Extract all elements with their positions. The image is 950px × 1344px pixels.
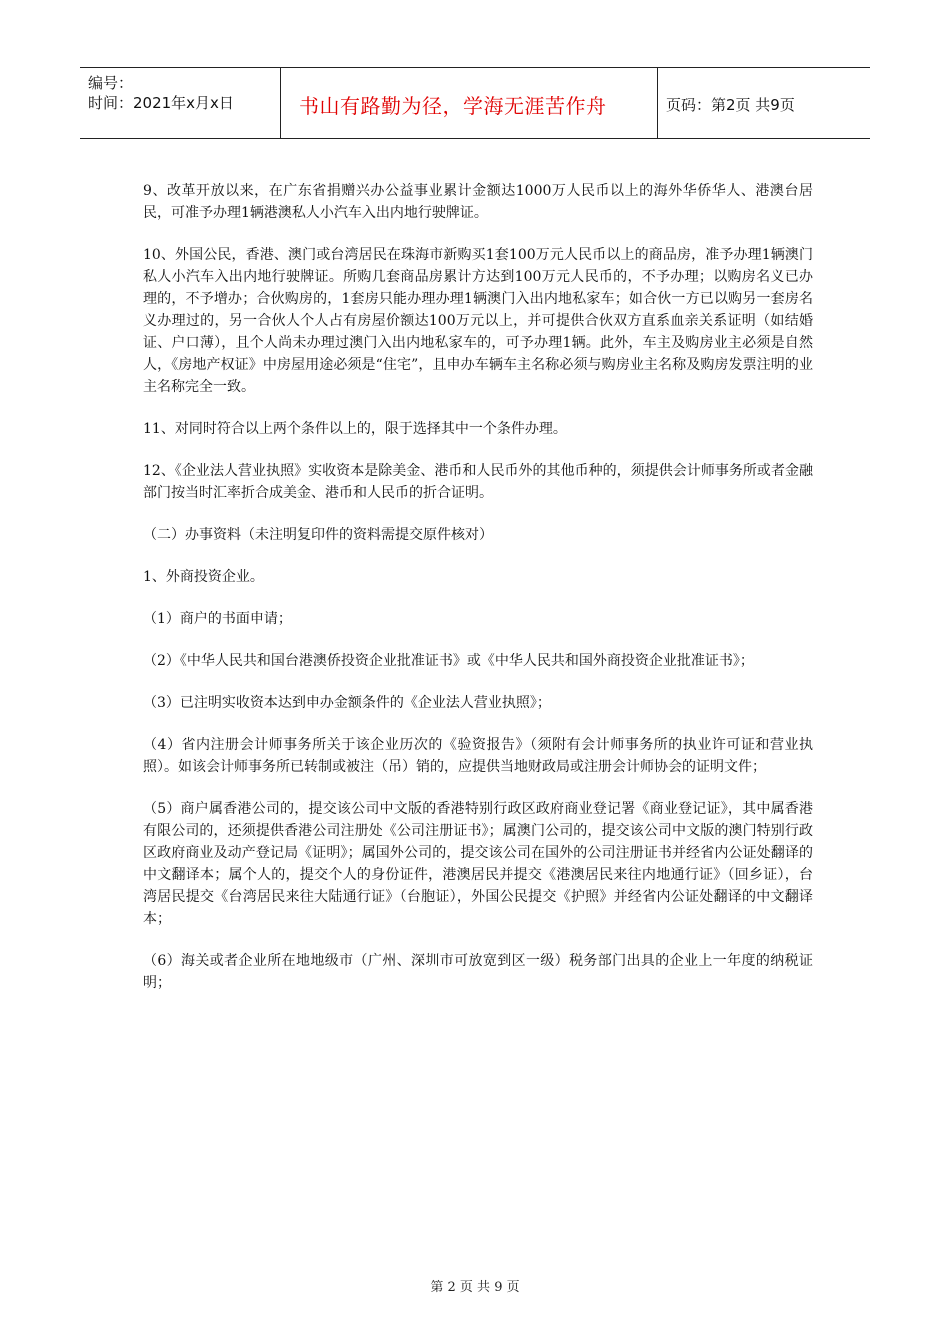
material-item-5: （5）商户属香港公司的，提交该公司中文版的香港特别行政区政府商业登记署《商业登记证》，其中属香港有限公司的，还须提供香港公司注册处《公司注册证书》；属澳门公司的，提交该公司中文版的澳门特别行政区政府商业及动产登记局《证明》；属国外公司的，提交该公司在国外的公司注册证书并经省内公证处翻译的中文翻译本；属个人的，提交个人的身份证件，港澳居民并提交《港澳居民来往内地通行证》（回乡证），台湾居民提交《台湾居民来往大陆通行证》（台胞证），外国公民提交《护照》并经省内公证处翻译的中文翻译本； (143, 801, 813, 927)
paragraph-item-10: 10、外国公民，香港、澳门或台湾居民在珠海市新购买1套100万元人民币以上的商品房，准予办理1辆澳门私人小汽车入出内地行驶牌证。所购几套商品房累计方达到100万元人民币的，不予办理；以购房名义已办理的，不予增办；合伙购房的，1套房只能办理办理1辆澳门入出内地私家车；如合伙一方已以购另一套房名义办理过的，另一合伙人个人占有房屋价额达100万元以上，并可提供合伙双方直系血亲关系证明（如结婚证、户口薄），且个人尚未办理过澳门入出内地私家车的，可予办理1辆。此外，车主及购房业主必须是自然人，《房地产权证》中房屋用途必须是“住宅”，且申办车辆车主名称必须与购房业主名称及购房发票注明的业主名称完全一致。 (143, 247, 813, 395)
material-item-4: （4）省内注册会计师事务所关于该企业历次的《验资报告》（须附有会计师事务所的执业许可证和营业执照）。如该会计师事务所已转制或被注（吊）销的，应提供当地财政局或注册会计师协会的证明文件； (143, 737, 813, 775)
header-motto: 书山有路勤为径，学海无涯苦作舟 (299, 94, 607, 118)
header-page-cell (658, 68, 870, 138)
paragraph-item-12: 12、《企业法人营业执照》实收资本是除美金、港币和人民币外的其他币种的，须提供会计师事务所或者金融部门按当时汇率折合成美金、港币和人民币的折合证明。 (143, 463, 813, 501)
document-time-label: 时间：2021年x月x日 (88, 94, 234, 112)
header-info-cell (80, 68, 281, 138)
section-heading-materials: （二）办事资料（未注明复印件的资料需提交原件核对） (143, 527, 493, 543)
material-item-3: （3）已注明实收资本达到申办金额条件的《企业法人营业执照》； (143, 695, 551, 711)
page-footer: 第 2 页 共 9 页 (430, 1280, 520, 1295)
material-item-2: （2）《中华人民共和国台港澳侨投资企业批准证书》或《中华人民共和国外商投资企业批准证书》； (143, 653, 754, 669)
subsection-heading-foreign-investment: 1、外商投资企业。 (143, 569, 264, 585)
document-number-label: 编号： (88, 74, 134, 92)
material-item-1: （1）商户的书面申请； (143, 611, 292, 627)
paragraph-item-9: 9、改革开放以来，在广东省捐赠兴办公益事业累计金额达1000万人民币以上的海外华侨华人、港澳台居民，可准予办理1辆港澳私人小汽车入出内地行驶牌证。 (143, 183, 813, 221)
paragraph-item-11: 11、对同时符合以上两个条件以上的，限于选择其中一个条件办理。 (143, 421, 567, 437)
material-item-6: （6）海关或者企业所在地地级市（广州、深圳市可放宽到区一级）税务部门出具的企业上一年度的纳税证明； (143, 953, 813, 991)
header-page-number: 页码：第2页 共9页 (666, 96, 795, 114)
page-header (80, 67, 870, 139)
document-body (143, 180, 813, 1014)
header-motto-cell (281, 68, 658, 138)
